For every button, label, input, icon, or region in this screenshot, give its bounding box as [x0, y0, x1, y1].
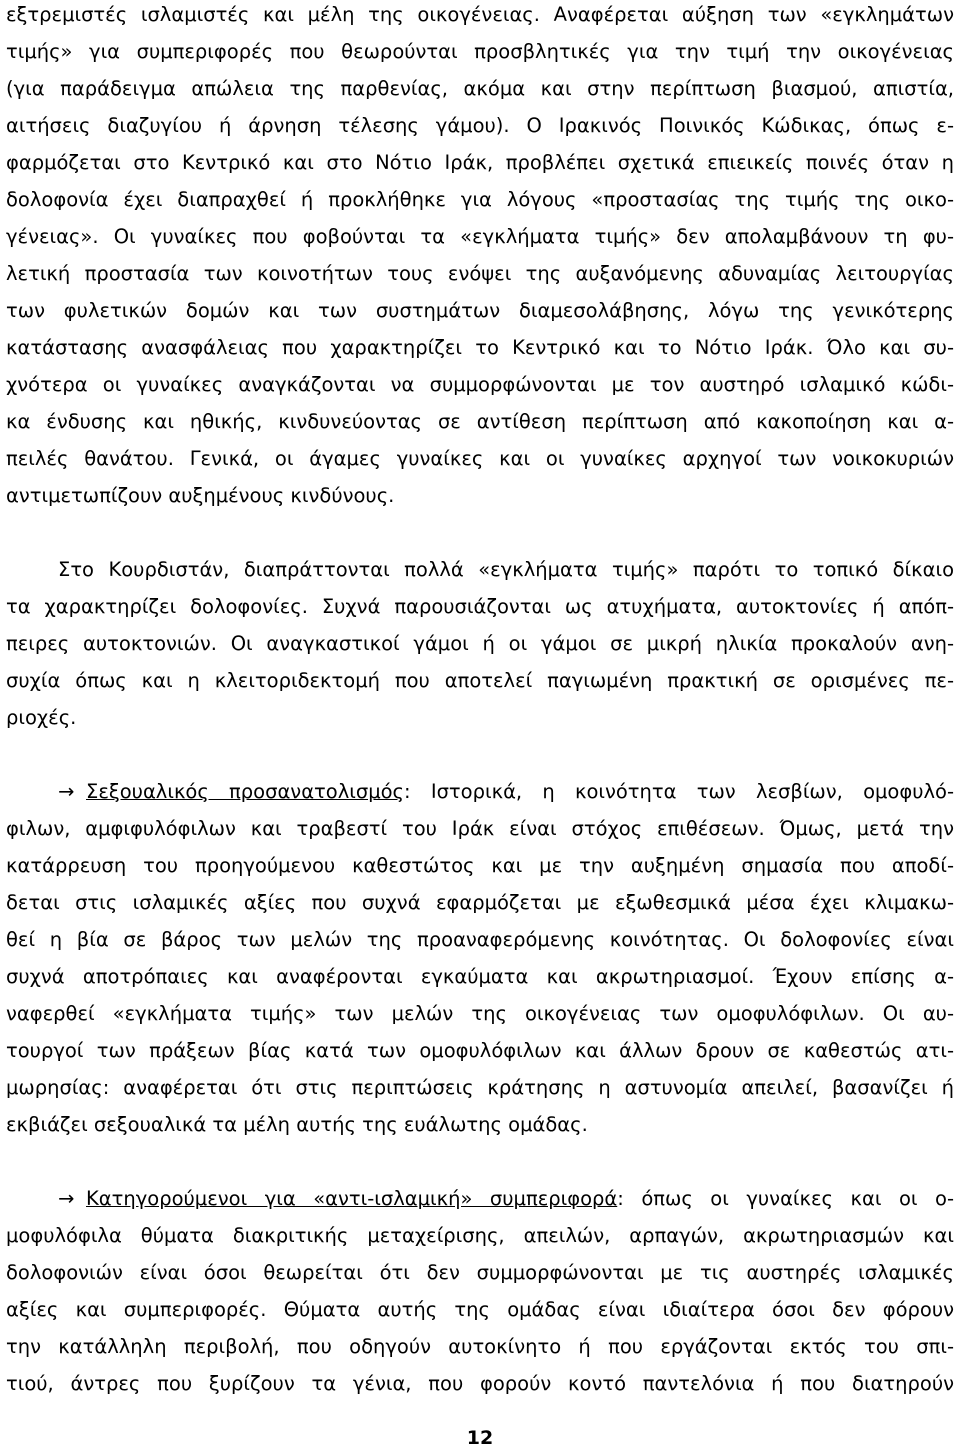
paragraph-line: (για παράδειγμα απώλεια της παρθενίας, ακόμα και στην περίπτωση βιασμού, απιστία,: [6, 77, 954, 100]
paragraph-first-line: [6, 555, 954, 585]
paragraph-line: πειρες αυτοκτονιών. Οι αναγκαστικοί γάμοι ή οι γάμοι σε μικρή ηλικία προκαλούν ανη-: [6, 632, 954, 655]
arrow-icon: →: [58, 780, 75, 803]
paragraph-line: δεται στις ισλαμικές αξίες που συχνά εφαρμόζεται με εξωθεσμικά μέσα έχει κλιμακω-: [6, 891, 954, 914]
paragraph-line: θεί η βία σε βάρος των μελών της προαναφερόμενης κοινότητας. Οι δολοφονίες είναι: [6, 928, 954, 951]
paragraph-line: λετική προστασία των κοινοτήτων τους ενόψει της αυξανόμενης αδυναμίας λειτουργίας: [6, 262, 954, 285]
paragraph-line: δολοφονιών είναι όσοι θεωρείται ότι δεν συμμορφώνονται με τις αυστηρές ισλαμικές: [6, 1261, 954, 1284]
paragraph-line: πειλές θανάτου. Γενικά, οι άγαμες γυναίκες και οι γυναίκες αρχηγοί των νοικοκυριών: [6, 447, 954, 470]
paragraph-line: κατάστασης ανασφάλειας που χαρακτηρίζει το Κεντρικό και το Νότιο Ιράκ. Όλο και συ-: [6, 336, 954, 359]
paragraph-line: αξίες και συμπεριφορές. Θύματα αυτής της ομάδας είναι ιδιαίτερα όσοι δεν φόρουν: [6, 1298, 954, 1321]
paragraph-line: μωρησίας: αναφέρεται ότι στις περιπτώσεις κράτησης η αστυνομία απειλεί, βασανίζει ή: [6, 1076, 954, 1099]
paragraph-line: συχία όπως και η κλειτοριδεκτομή που αποτελεί παγιωμένη πρακτική σε ορισμένες πε-: [6, 669, 954, 692]
paragraph-line: τουργοί των πράξεων βίας κατά των ομοφυλόφιλων και άλλων δρουν σε καθεστώς ατι-: [6, 1039, 954, 1062]
paragraph-line: μοφυλόφιλα θύματα διακριτικής μεταχείρισης, απειλών, αρπαγών, ακρωτηριασμών και: [6, 1224, 954, 1247]
paragraph-line: κα ένδυσης και ηθικής, κινδυνεύοντας σε αντίθεση περίπτωση από κακοποίηση και α-: [6, 410, 954, 433]
paragraph-line: τιμής» για συμπεριφορές που θεωρούνται προσβλητικές για την τιμή την οικογένειας: [6, 40, 954, 63]
paragraph-line: ναφερθεί «εγκλήματα τιμής» των μελών της οικογένειας των ομοφυλόφιλων. Οι αυ-: [6, 1002, 954, 1025]
paragraph-line: φιλων, αμφιφυλόφιλων και τραβεστί του Ιράκ είναι στόχος επιθέσεων. Όμως, μετά την: [6, 817, 954, 840]
paragraph-line: των φυλετικών δομών και των συστημάτων διαμεσολάβησης, λόγω της γενικότερης: [6, 299, 954, 322]
paragraph-line: αιτήσεις διαζυγίου ή άρνηση τέλεσης γάμου). Ο Ιρακινός Ποινικός Κώδικας, όπως ε-: [6, 114, 954, 137]
paragraph-line: την κατάλληλη περιβολή, που οδηγούν αυτοκίνητο ή που εργάζονται εκτός του σπι-: [6, 1335, 954, 1358]
paragraph-line: εξτρεμιστές ισλαμιστές και μέλη της οικογένειας. Αναφέρεται αύξηση των «εγκλημάτων: [6, 3, 954, 26]
paragraph-line: κατάρρευση του προηγούμενου καθεστώτος και με την αυξημένη σημασία που αποδί-: [6, 854, 954, 877]
paragraph-line-text: Στο Κουρδιστάν, διαπράττονται πολλά «εγκλήματα τιμής» παρότι το τοπικό δίκαιο: [58, 558, 954, 581]
paragraph-line: δολοφονία έχει διαπραχθεί ή προκλήθηκε για λόγους «προστασίας της τιμής της οικο-: [6, 188, 954, 211]
paragraph-line: γένειας». Οι γυναίκες που φοβούνται τα «εγκλήματα τιμής» δεν απολαμβάνουν τη φυ-: [6, 225, 954, 248]
paragraph-line: χνότερα οι γυναίκες αναγκάζονται να συμμορφώνονται με τον αυστηρό ισλαμικό κώδι-: [6, 373, 954, 396]
section-heading: Κατηγορούμενοι για «αντι-ισλαμική» συμπεριφορά: [86, 1187, 618, 1210]
paragraph-line: φαρμόζεται στο Κεντρικό και στο Νότιο Ιράκ, προβλέπει σχετικά επιεικείς ποινές όταν η: [6, 151, 954, 174]
bullet-paragraph-first-line: [6, 1184, 954, 1214]
paragraph-line-text: : όπως οι γυναίκες και οι ο-: [617, 1187, 954, 1210]
paragraph-line: αντιμετωπίζουν αυξημένους κινδύνους.: [6, 484, 395, 507]
page-number: 12: [466, 1427, 494, 1449]
arrow-icon: →: [58, 1187, 75, 1210]
paragraph-line: τα χαρακτηρίζει δολοφονίες. Συχνά παρουσιάζονται ως ατυχήματα, αυτοκτονίες ή απόπ-: [6, 595, 954, 618]
paragraph-line: ριοχές.: [6, 706, 77, 729]
paragraph-line-text: : Ιστορικά, η κοινότητα των λεσβίων, ομοφυλό-: [404, 780, 955, 803]
bullet-paragraph-first-line: [6, 777, 954, 807]
paragraph-line: τιού, άντρες που ξυρίζουν τα γένια, που φορούν κοντό παντελόνια ή που διατηρούν: [6, 1372, 954, 1395]
section-heading: Σεξουαλικός προσανατολισμός: [86, 780, 405, 803]
paragraph-line: εκβιάζει σεξουαλικά τα μέλη αυτής της ευάλωτης ομάδας.: [6, 1113, 588, 1136]
paragraph-line: συχνά αποτρόπαιες και αναφέρονται εγκαύματα και ακρωτηριασμοί. Έχουν επίσης α-: [6, 965, 954, 988]
